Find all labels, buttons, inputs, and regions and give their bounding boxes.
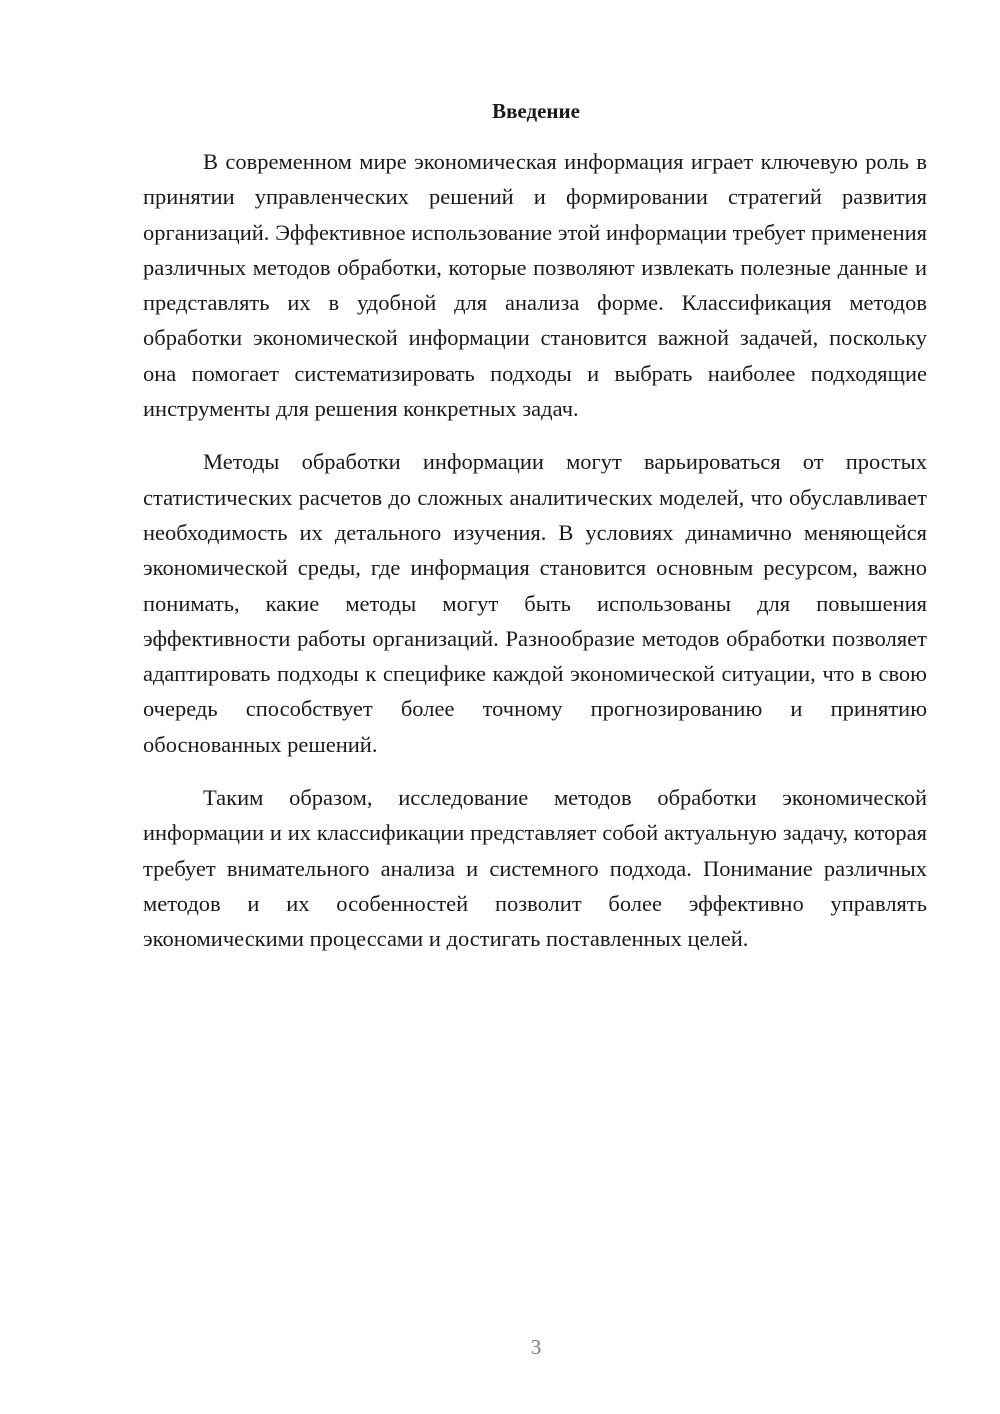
page-number: 3 <box>530 1335 542 1359</box>
body-text <box>143 144 927 975</box>
paragraph-2: Методы обработки информации могут варьироваться от простых статистических расчетов до сложных аналитических моделей, что обуславливает необходимость их детального изучения. В условиях динамично меняющейся экономической среды, где информация становится основным ресурсом, важно понимать, какие методы могут быть использованы для повышения эффективности работы организаций. Разнообразие методов обработки позволяет адаптировать подходы к специфике каждой экономической ситуации, что в свою очередь способствует более точному прогнозированию и принятию обоснованных решений. <box>143 449 927 757</box>
paragraph-1: В современном мире экономическая информация играет ключевую роль в принятии управленческих решений и формировании стратегий развития организаций. Эффективное использование этой информации требует применения различных методов обработки, которые позволяют извлекать полезные данные и представлять их в удобной для анализа форме. Классификация методов обработки экономической информации становится важной задачей, поскольку она помогает систематизировать подходы и выбрать наиболее подходящие инструменты для решения конкретных задач. <box>143 149 927 422</box>
section-heading: Введение <box>492 99 580 123</box>
paragraph-3: Таким образом, исследование методов обработки экономической информации и их классификации представляет собой актуальную задачу, которая требует внимательного анализа и системного подхода. Понимание различных методов и их особенностей позволит более эффективно управлять экономическими процессами и достигать поставленных целей. <box>143 785 927 952</box>
